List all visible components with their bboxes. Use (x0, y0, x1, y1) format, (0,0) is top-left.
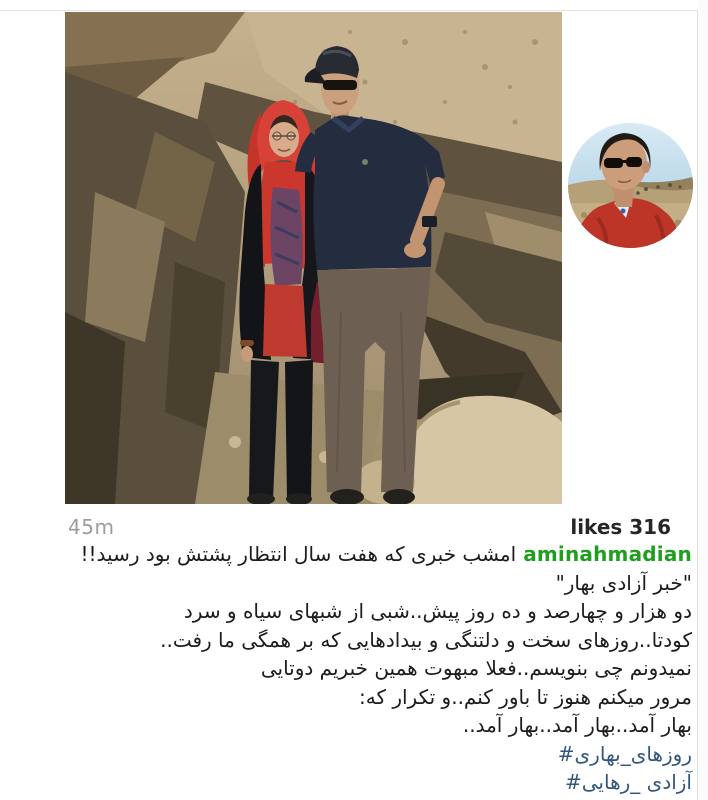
card-right-border (697, 10, 698, 800)
card-top-border (0, 10, 698, 11)
hashtag-link[interactable]: #روزهای_بهاری (557, 741, 692, 766)
avatar-scene (568, 123, 693, 248)
right-gutter (698, 0, 708, 800)
hashtag-link[interactable]: #آزادی _رهایی (565, 770, 692, 794)
caption-text: امشب خبری که هفت سال انتظار پشتش بود رسید!! (80, 542, 517, 566)
caption-line: دو هزار و چهارصد و ده روز پیش..شبی از شبهای سیاه و سرد (183, 599, 692, 623)
caption-line (16, 768, 692, 797)
mountain-photo-scene (65, 12, 562, 504)
caption-line: بهار آمد..بهار آمد..بهار آمد.. (462, 713, 692, 737)
profile-avatar[interactable] (568, 123, 693, 248)
post-caption (16, 540, 692, 797)
likes-count[interactable]: likes 316 (570, 515, 671, 539)
caption-line (16, 740, 692, 769)
username-link[interactable]: aminahmadian (523, 542, 692, 566)
caption-line: مرور میکنم هنوز تا باور کنم..و تکرار که: (359, 684, 692, 709)
caption-line: کودتا..روزهای سخت و دلتنگی و بیدادهایی که بر همگی ما رفت.. (160, 627, 692, 652)
caption-line: نمیدونم چی بنویسم..فعلا مبهوت همین خبریم دوتایی (260, 656, 692, 680)
caption-line (16, 540, 692, 569)
post-photo[interactable] (65, 12, 562, 504)
post-timestamp: 45m (68, 515, 115, 539)
caption-line: "خبر آزادی بهار" (555, 570, 692, 595)
